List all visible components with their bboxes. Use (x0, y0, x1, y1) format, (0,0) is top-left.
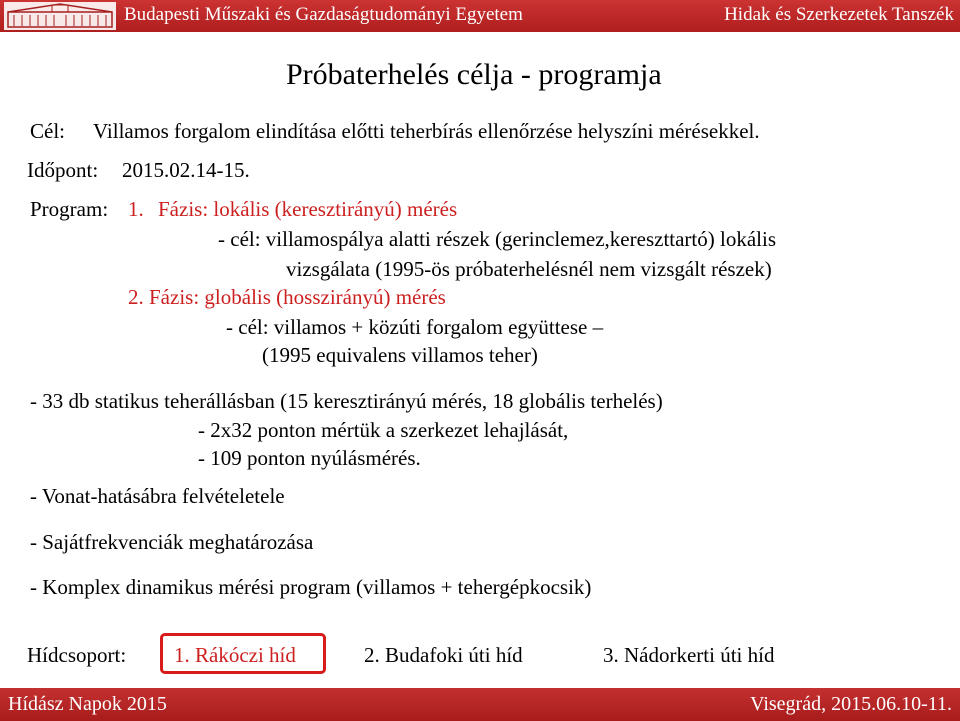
bridge-item-1: 1. Rákóczi híd (174, 643, 296, 667)
date-label: Időpont: (27, 158, 99, 182)
date-value: 2015.02.14-15. (122, 158, 250, 182)
bridge-group-label: Hídcsoport: (27, 643, 127, 667)
header-bar (0, 0, 960, 32)
phase1-line2: vizsgálata (1995-ös próbaterhelésnél nem vizsgált részek) (286, 257, 772, 281)
event-name: Hídász Napok 2015 (8, 693, 167, 715)
phase1-number: 1. (128, 197, 144, 221)
eigenfrequency-line: - Sajátfrekvenciák meghatározása (30, 530, 314, 554)
event-place-date: Visegrád, 2015.06.10-11. (750, 693, 952, 715)
page-title: Próbaterhelés célja - programja (286, 58, 662, 91)
department-name: Hidak és Szerkezetek Tanszék (724, 4, 954, 25)
static-sub-deflection: - 2x32 ponton mértük a szerkezet lehajlását, (198, 418, 569, 442)
train-influence-line: - Vonat-hatásábra felvételetele (30, 484, 285, 508)
phase2-title: 2. Fázis: globális (hosszirányú) mérés (128, 285, 446, 309)
phase2-line1: - cél: villamos + közúti forgalom együttese – (226, 315, 604, 339)
static-sub-strain: - 109 ponton nyúlásmérés. (198, 446, 421, 470)
program-label: Program: (30, 197, 109, 221)
dynamic-program-line: - Komplex dinamikus mérési program (villamos + tehergépkocsik) (30, 575, 592, 599)
phase1-line1: - cél: villamospálya alatti részek (gerinclemez,kereszttartó) lokális (218, 227, 776, 251)
phase1-title: Fázis: lokális (keresztirányú) mérés (158, 197, 458, 221)
bridge-item-2: 2. Budafoki úti híd (364, 643, 523, 667)
footer-bar (0, 688, 960, 721)
static-load-line: - 33 db statikus teherállásban (15 keresztirányú mérés, 18 globális terhelés) (30, 389, 663, 413)
phase2-line2: (1995 equivalens villamos teher) (262, 343, 538, 367)
university-building-logo-icon (4, 2, 116, 30)
bridge-item-3: 3. Nádorkerti úti híd (603, 643, 775, 667)
goal-text: Villamos forgalom elindítása előtti teherbírás ellenőrzése helyszíni mérésekkel. (93, 119, 760, 143)
goal-label: Cél: (30, 119, 65, 143)
university-name: Budapesti Műszaki és Gazdaságtudományi Egyetem (124, 4, 523, 25)
